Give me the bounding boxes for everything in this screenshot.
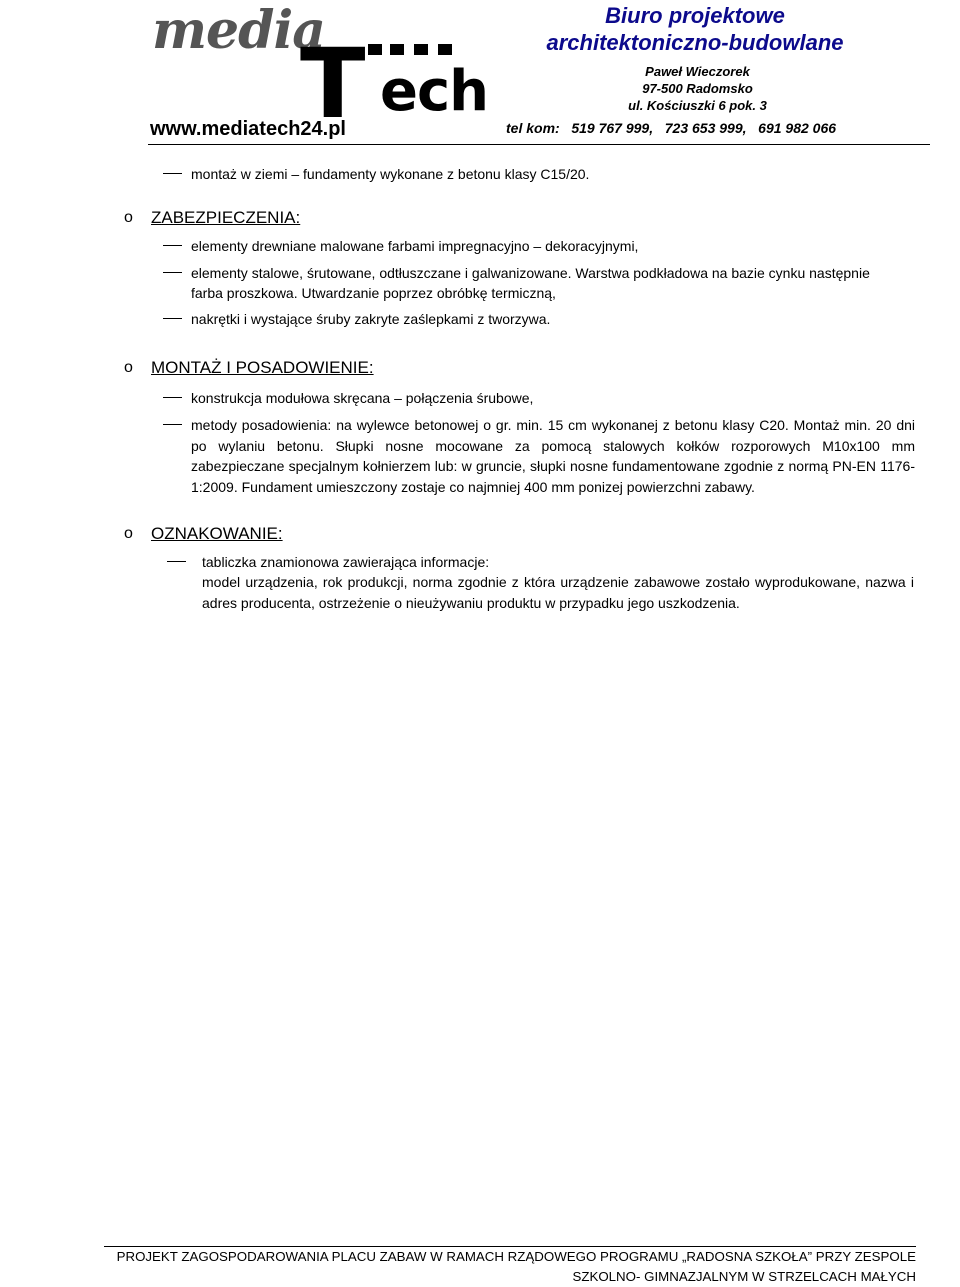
dash-marker — [163, 318, 182, 319]
list-item-text: elementy stalowe, śrutowane, odtłuszczane i galwanizowane. Warstwa podkładowa na bazie cynku następnie — [191, 265, 870, 281]
section-title: OZNAKOWANIE: — [151, 524, 283, 543]
dash-marker — [163, 424, 182, 425]
firm-person: Paweł Wieczorek — [645, 64, 750, 79]
list-item-text: konstrukcja modułowa skręcana – połączenia śrubowe, — [191, 390, 534, 406]
firm-city: 97-500 Radomsko — [642, 81, 753, 96]
logo-big-t: T — [300, 28, 366, 140]
firm-phone: tel kom: 519 767 999, 723 653 999, 691 982 066 — [506, 120, 837, 136]
firm-address — [600, 63, 795, 114]
list-item-text: montaż w ziemi – fundamenty wykonane z betonu klasy C15/20. — [191, 166, 590, 182]
firm-name — [520, 2, 870, 56]
dash-marker — [163, 397, 182, 398]
footer-line2: SZKOLNO- GIMNAZJALNYM W STRZELCACH MAŁYCH — [572, 1269, 916, 1284]
firm-name-line1: Biuro projektowe — [605, 3, 785, 28]
dash-marker — [163, 272, 182, 273]
list-item-posadowienie-text: metody posadowienia: na wylewce betonowej o gr. min. 15 cm wykonanej z betonu klasy C20. Montaż min. 20 dni po wylaniu betonu. Słupki nosne mocowane za pomocą stalowych kołków rozporowych M10x100 mm zabezpieczane specjalnym kołnierzem lub: w gruncie, słupki nosne fundamentowane zgodnie z normą PN-EN 1176-1:2009. Fundament umieszczony zostaje co najmniej 400 mm ponizej powierzchni zabawy. — [191, 417, 915, 495]
list-item-text: elementy drewniane malowane farbami impregnacyjno – dekoracyjnymi, — [191, 238, 639, 254]
list-item-text: nakrętki i wystające śruby zakryte zaślepkami z tworzywa. — [191, 311, 551, 327]
footer-line1: PROJEKT ZAGOSPODAROWANIA PLACU ZABAW W RAMACH RZĄDOWEGO PROGRAMU „RADOSNA SZKOŁA” PRZY ZESPOLE — [116, 1249, 916, 1264]
logo-media-text: media — [152, 0, 325, 61]
section-title: ZABEZPIECZENIA: — [151, 208, 301, 227]
bullet-marker: o — [124, 359, 133, 376]
section-title: MONTAŻ I POSADOWIENIE: — [151, 358, 374, 377]
page-footer — [104, 1247, 916, 1287]
header-divider — [148, 144, 930, 145]
list-item-text: tabliczka znamionowa zawierająca informacje: — [202, 554, 490, 570]
bullet-marker: o — [124, 209, 133, 226]
logo-dots — [368, 44, 458, 58]
dash-marker — [163, 173, 182, 174]
dash-marker — [163, 245, 182, 246]
bullet-marker: o — [124, 525, 133, 542]
website-url[interactable]: www.mediatech24.pl — [150, 118, 346, 140]
firm-name-line2: architektoniczno-budowlane — [546, 30, 844, 55]
list-item-text: farba proszkowa. Utwardzanie poprzez obróbkę termiczną, — [191, 285, 556, 301]
logo-ech-text: ech — [380, 59, 489, 124]
page-header — [0, 0, 960, 150]
dash-marker — [167, 561, 186, 562]
firm-street: ul. Kościuszki 6 pok. 3 — [628, 98, 767, 113]
list-item-tabliczka-details: model urządzenia, rok produkcji, norma zgodnie z która urządzenie zabawowe zostało wyprodukowane, nazwa i adres producenta, ostrzeżenie o nieużywaniu produktu w przypadku jego uszkodzenia. — [202, 574, 914, 611]
